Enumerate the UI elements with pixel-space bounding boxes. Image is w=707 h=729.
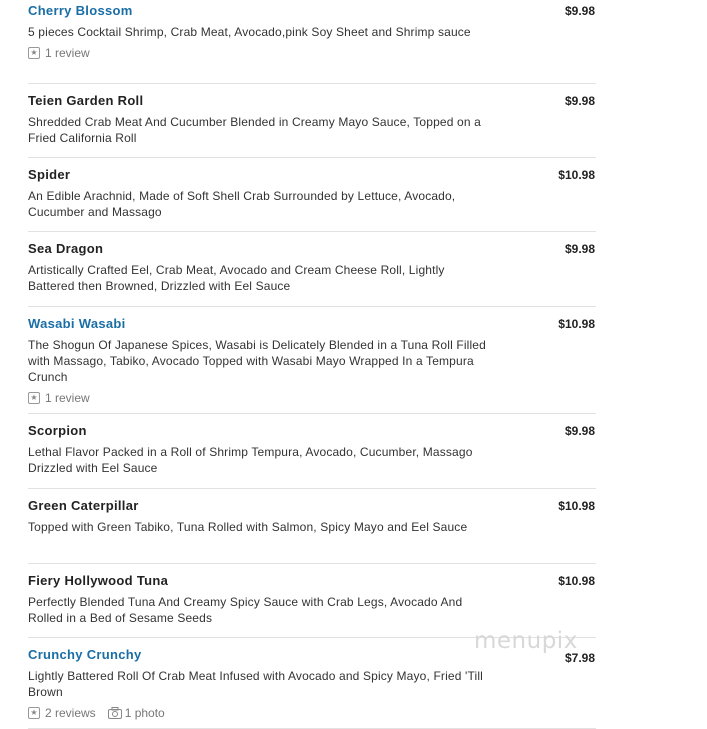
item-price: $10.98 (558, 168, 595, 182)
item-price: $10.98 (558, 499, 595, 513)
reviews-link[interactable] (28, 705, 96, 721)
camera-icon (108, 707, 122, 719)
review-star-icon: ★ (28, 47, 40, 59)
menu-item-fiery-hollywood-tuna (28, 564, 596, 638)
photos-link[interactable] (108, 705, 165, 721)
item-name: Spider (28, 167, 71, 182)
item-description: An Edible Arachnid, Made of Soft Shell Crab Surrounded by Lettuce, Avocado, Cucumber and Massago (28, 189, 456, 219)
item-price: $10.98 (558, 317, 595, 331)
menu-item-spider (28, 158, 596, 232)
item-price: $9.98 (564, 4, 595, 18)
menu-list (28, 0, 596, 729)
item-price: $9.98 (564, 424, 595, 438)
menu-item-cherry-blossom (28, 0, 596, 84)
menupix-watermark: menupix (474, 628, 578, 654)
item-price: $10.98 (558, 574, 595, 588)
item-name: Sea Dragon (28, 241, 104, 256)
item-name-link[interactable]: Crunchy Crunchy (28, 647, 142, 662)
item-name: Scorpion (28, 423, 87, 438)
menu-item-wasabi-wasabi (28, 307, 596, 414)
reviews-link[interactable] (28, 390, 90, 406)
item-name-link[interactable]: Cherry Blossom (28, 3, 133, 18)
item-name: Teien Garden Roll (28, 93, 144, 108)
menu-item-sea-dragon (28, 232, 596, 307)
item-description: Lethal Flavor Packed in a Roll of Shrimp Tempura, Avocado, Cucumber, Massago Drizzled with Eel Sauce (28, 445, 473, 475)
reviews-count: 2 reviews (45, 706, 96, 720)
review-star-icon: ★ (28, 392, 40, 404)
item-meta (28, 705, 596, 721)
photos-count: 1 photo (124, 706, 165, 720)
reviews-count: 1 review (45, 391, 90, 405)
item-description: Artistically Crafted Eel, Crab Meat, Avocado and Cream Cheese Roll, Lightly Battered then Browned, Drizzled with Eel Sauce (28, 263, 445, 293)
item-name-link[interactable]: Wasabi Wasabi (28, 316, 126, 331)
item-description: Shredded Crab Meat And Cucumber Blended in Creamy Mayo Sauce, Topped on a Fried California Roll (28, 115, 481, 145)
item-description: Topped with Green Tabiko, Tuna Rolled with Salmon, Spicy Mayo and Eel Sauce (28, 520, 468, 534)
item-description: 5 pieces Cocktail Shrimp, Crab Meat, Avocado,pink Soy Sheet and Shrimp sauce (28, 25, 471, 39)
item-meta (28, 390, 596, 406)
item-description: Lightly Battered Roll Of Crab Meat Infused with Avocado and Spicy Mayo, Fried 'Till Brown (28, 669, 483, 699)
item-price: $9.98 (564, 94, 595, 108)
review-star-icon: ★ (28, 707, 40, 719)
item-price: $7.98 (564, 651, 595, 665)
item-price: $9.98 (564, 242, 595, 256)
menu-item-scorpion (28, 414, 596, 489)
menu-item-teien-garden-roll (28, 84, 596, 158)
reviews-link[interactable] (28, 45, 90, 61)
item-name: Green Caterpillar (28, 498, 139, 513)
reviews-count: 1 review (45, 46, 90, 60)
item-meta (28, 45, 596, 61)
menu-item-green-caterpillar (28, 489, 596, 564)
item-description: The Shogun Of Japanese Spices, Wasabi is Delicately Blended in a Tuna Roll Filled with Massago, Tabiko, Avocado Topped with Wasabi Mayo Wrapped In a Tempura Crunch (28, 338, 486, 384)
item-description: Perfectly Blended Tuna And Creamy Spicy Sauce with Crab Legs, Avocado And Rolled in a Bed of Sesame Seeds (28, 595, 463, 625)
item-name: Fiery Hollywood Tuna (28, 573, 169, 588)
